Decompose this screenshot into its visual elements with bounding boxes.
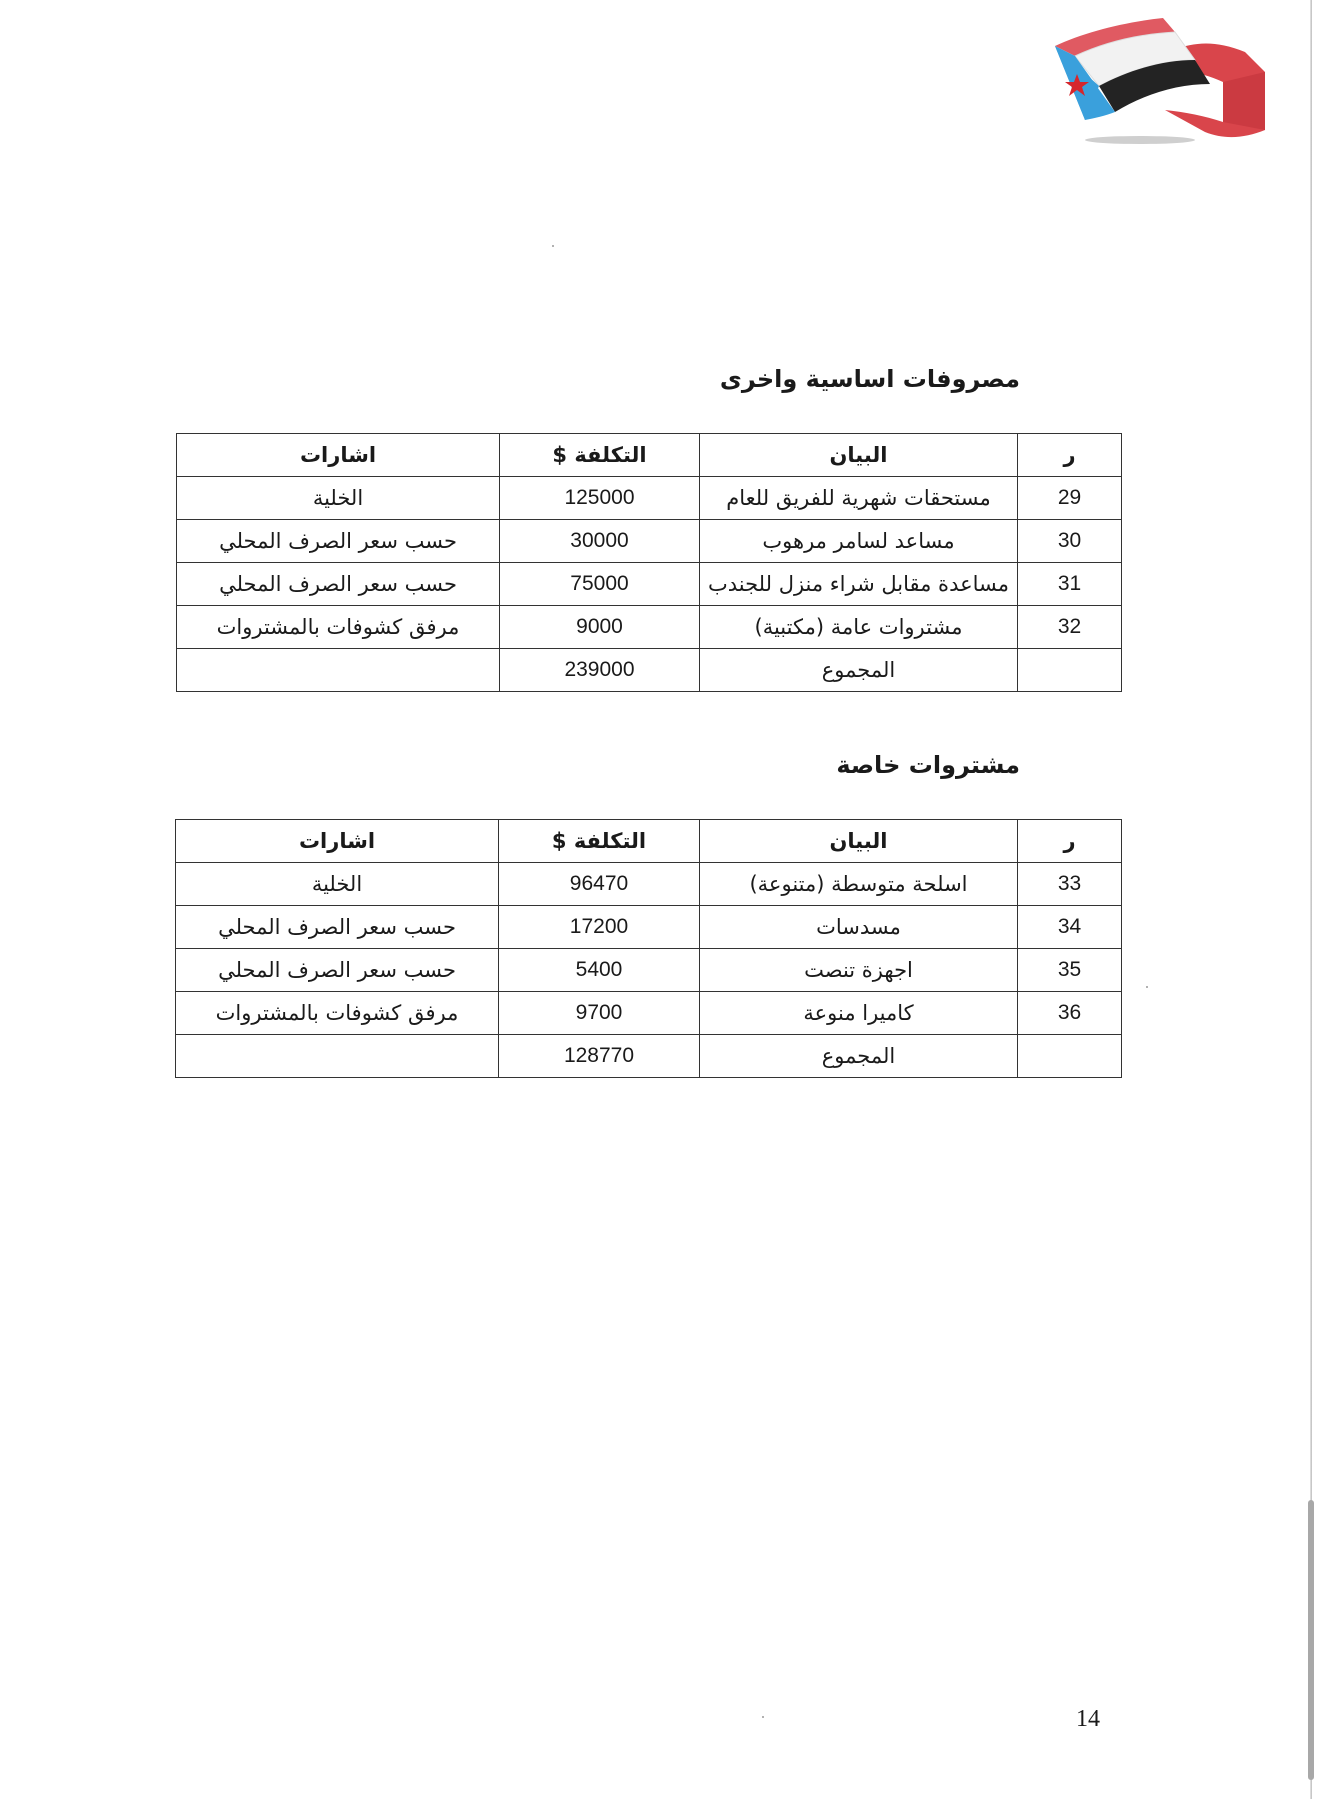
row-item: مساعد لسامر مرهوب	[700, 520, 1018, 563]
row-cost: 9000	[500, 606, 700, 649]
row-note: حسب سعر الصرف المحلي	[176, 906, 499, 949]
total-cost: 239000	[500, 649, 700, 692]
row-item: مسدسات	[700, 906, 1018, 949]
row-note: حسب سعر الصرف المحلي	[177, 563, 500, 606]
basic-expenses-table	[176, 433, 1122, 692]
header-notes: اشارات	[177, 434, 500, 477]
table-row	[177, 477, 1122, 520]
table-row	[176, 992, 1122, 1035]
table-total-row	[177, 649, 1122, 692]
row-no: 31	[1018, 563, 1122, 606]
row-item: اجهزة تنصت	[700, 949, 1018, 992]
row-no: 36	[1018, 992, 1122, 1035]
total-no	[1018, 649, 1122, 692]
total-no	[1018, 1035, 1122, 1078]
row-item: مشتروات عامة (مكتبية)	[700, 606, 1018, 649]
section-title-special-purchases: مشتروات خاصة	[836, 751, 1020, 779]
row-cost: 17200	[499, 906, 700, 949]
header-cost: التكلفة $	[499, 820, 700, 863]
scan-speck	[762, 1716, 764, 1718]
row-no: 30	[1018, 520, 1122, 563]
row-note: مرفق كشوفات بالمشتروات	[176, 992, 499, 1035]
row-cost: 5400	[499, 949, 700, 992]
row-no: 29	[1018, 477, 1122, 520]
table-row	[177, 520, 1122, 563]
scan-speck	[552, 245, 554, 247]
header-no: ر	[1018, 434, 1122, 477]
total-note	[176, 1035, 499, 1078]
header-item: البيان	[700, 820, 1018, 863]
table-row	[176, 906, 1122, 949]
row-cost: 75000	[500, 563, 700, 606]
page-edge-bar	[1308, 1500, 1314, 1780]
row-item: مساعدة مقابل شراء منزل للجندب	[700, 563, 1018, 606]
row-no: 35	[1018, 949, 1122, 992]
row-note: مرفق كشوفات بالمشتروات	[177, 606, 500, 649]
row-item: كاميرا منوعة	[700, 992, 1018, 1035]
header-item: البيان	[700, 434, 1018, 477]
row-note: الخلية	[177, 477, 500, 520]
row-item: مستحقات شهرية للفريق للعام	[700, 477, 1018, 520]
page-number: 14	[1076, 1706, 1100, 1732]
row-note: حسب سعر الصرف المحلي	[176, 949, 499, 992]
table-row	[176, 863, 1122, 906]
table-row	[177, 606, 1122, 649]
row-item: اسلحة متوسطة (متنوعة)	[700, 863, 1018, 906]
table-header-row	[176, 820, 1122, 863]
row-note: الخلية	[176, 863, 499, 906]
total-label: المجموع	[700, 649, 1018, 692]
table-row	[177, 563, 1122, 606]
table-row	[176, 949, 1122, 992]
row-no: 32	[1018, 606, 1122, 649]
total-cost: 128770	[499, 1035, 700, 1078]
scan-speck	[1146, 986, 1148, 988]
header-no: ر	[1018, 820, 1122, 863]
section-title-basic-expenses: مصروفات اساسية واخرى	[719, 365, 1020, 393]
special-purchases-table	[175, 819, 1122, 1078]
header-cost: التكلفة $	[500, 434, 700, 477]
row-cost: 96470	[499, 863, 700, 906]
flag-logo-icon	[1045, 12, 1270, 152]
row-note: حسب سعر الصرف المحلي	[177, 520, 500, 563]
table-total-row	[176, 1035, 1122, 1078]
header-notes: اشارات	[176, 820, 499, 863]
row-no: 34	[1018, 906, 1122, 949]
table-header-row	[177, 434, 1122, 477]
row-cost: 125000	[500, 477, 700, 520]
row-no: 33	[1018, 863, 1122, 906]
row-cost: 30000	[500, 520, 700, 563]
total-note	[177, 649, 500, 692]
total-label: المجموع	[700, 1035, 1018, 1078]
row-cost: 9700	[499, 992, 700, 1035]
